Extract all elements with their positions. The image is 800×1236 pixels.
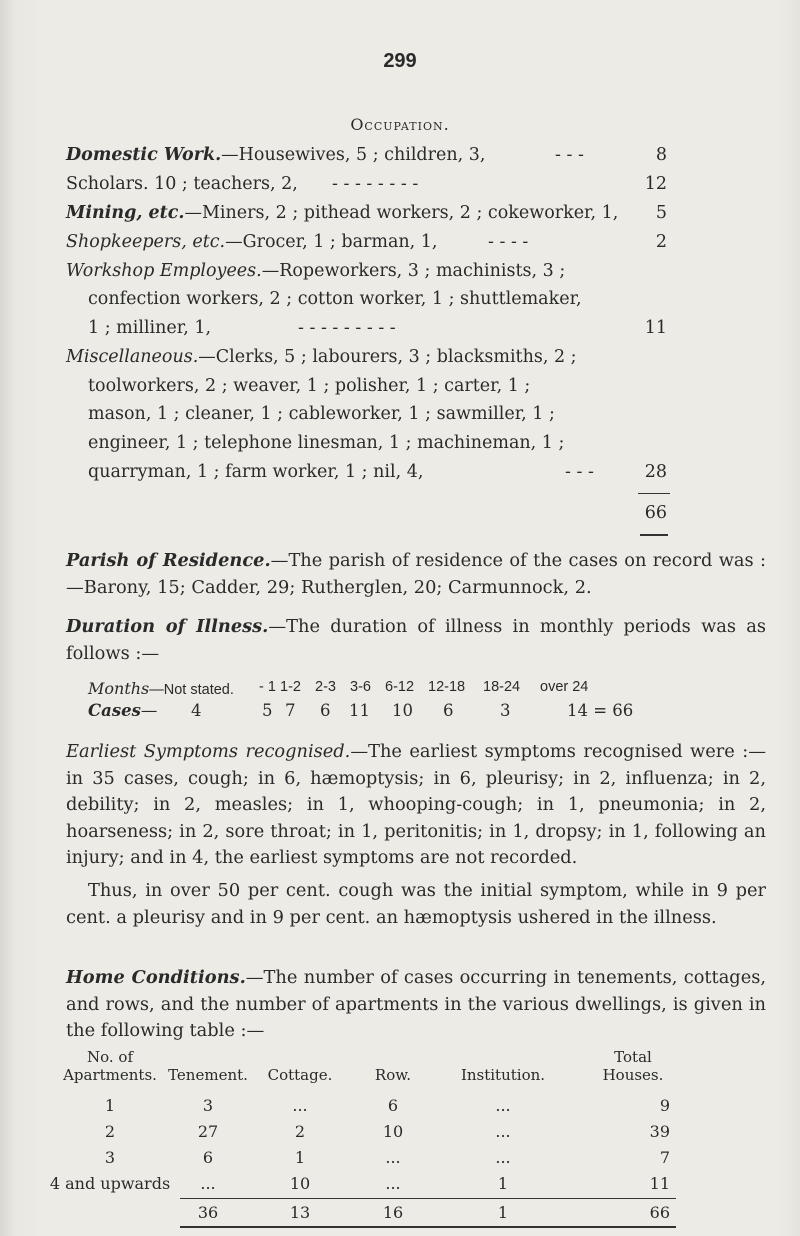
cases-dash: —: [140, 701, 158, 720]
row-0-tenement: 3: [202, 1096, 214, 1115]
mining-text: —Miners, 2 ; pithead workers, 2 ; cokeworker, 1,: [184, 203, 619, 223]
shopkeepers-text: —Grocer, 1 ; barman, 1,: [225, 232, 438, 252]
duration-label: Duration of Illness.: [66, 616, 269, 637]
month-0: —Not stated.: [149, 682, 234, 698]
domestic-dashes: - - -: [555, 145, 584, 165]
case-3: 6: [320, 701, 331, 720]
row-3-tenement: ...: [200, 1174, 216, 1193]
total-tenement: 36: [197, 1203, 219, 1222]
row-1-total: 39: [649, 1122, 670, 1141]
header-cottage: Cottage.: [267, 1066, 333, 1084]
month-6: 12-18: [428, 679, 466, 695]
home-paragraph: [66, 965, 766, 1045]
row-1-tenement: 27: [197, 1122, 219, 1141]
row-3-apartments: 4 and upwards: [49, 1174, 171, 1193]
month-8: over 24: [540, 679, 589, 695]
occupation-grand-total: 66: [644, 503, 667, 523]
domestic-text: —Housewives, 5 ; children, 3,: [221, 145, 486, 165]
header-tenement: Tenement.: [168, 1066, 248, 1084]
workshop-line1: —Ropeworkers, 3 ; machinists, 3 ;: [261, 261, 566, 281]
parish-label: Parish of Residence.: [66, 550, 271, 571]
row-2-tenement: 6: [202, 1148, 214, 1167]
sum-rule: [638, 493, 670, 494]
row-2-row: ...: [385, 1148, 401, 1167]
workshop-line3: 1 ; milliner, 1,: [88, 318, 212, 338]
case-4: 11: [349, 701, 370, 720]
misc-line1: —Clerks, 5 ; labourers, 3 ; blacksmiths, 2 ;: [198, 347, 577, 367]
month-3: 2-3: [315, 679, 336, 695]
header-row: Row.: [374, 1066, 412, 1084]
misc-line3: mason, 1 ; cleaner, 1 ; cableworker, 1 ; sawmiller, 1 ;: [88, 404, 555, 424]
misc-label: Miscellaneous.: [66, 347, 199, 367]
parish-paragraph: [66, 548, 766, 601]
total-institution: 1: [497, 1203, 509, 1222]
row-0-cottage: ...: [292, 1096, 308, 1115]
home-text: —The number of cases occurring in tenements, cottages, and rows, and the number of apartments in the various dwellings, is given in the following table :—: [66, 967, 766, 1042]
workshop-total: 11: [644, 318, 667, 338]
case-5: 10: [392, 701, 413, 720]
case-7: 3: [500, 701, 511, 720]
row-1-row: 10: [382, 1122, 404, 1141]
row-1-institution: ...: [495, 1122, 511, 1141]
misc-dashes: - - -: [565, 462, 594, 482]
occupation-domestic: [66, 145, 485, 165]
months-row: [88, 679, 234, 698]
header-total-2: Houses.: [602, 1066, 664, 1084]
row-0-apartments: 1: [104, 1096, 116, 1115]
symptoms-paragraph: [66, 739, 766, 872]
page-number: 299: [383, 50, 417, 72]
mining-label: Mining, etc.: [66, 203, 185, 223]
case-8: 14 = 66: [567, 701, 634, 720]
months-label: Months: [88, 679, 150, 698]
shopkeepers-total: 2: [655, 232, 667, 252]
row-3-institution: 1: [497, 1174, 509, 1193]
mining-total: 5: [655, 203, 667, 223]
header-total-1: Total: [614, 1048, 652, 1066]
occupation-scholars: Scholars. 10 ; teachers, 2,: [66, 174, 298, 194]
row-0-institution: ...: [495, 1096, 511, 1115]
month-1: - 1: [259, 679, 276, 695]
misc-line5: quarryman, 1 ; farm worker, 1 ; nil, 4,: [88, 462, 424, 482]
month-7: 18-24: [483, 679, 521, 695]
symptoms-summary: Thus, in over 50 per cent. cough was the initial symptom, while in 9 per cent. a pleurisy and in 9 per cent. an hæmoptysis ushered in the illness.: [66, 880, 766, 928]
header-apartments-1: No. of: [86, 1048, 133, 1066]
case-6: 6: [443, 701, 454, 720]
duration-text: —The duration of illness in monthly periods was as follows :—: [66, 616, 766, 664]
row-2-apartments: 3: [104, 1148, 116, 1167]
row-2-institution: ...: [495, 1148, 511, 1167]
table-sum-rule: [180, 1198, 676, 1199]
misc-line2: toolworkers, 2 ; weaver, 1 ; polisher, 1 ; carter, 1 ;: [88, 376, 531, 396]
home-label: Home Conditions.: [66, 967, 246, 988]
month-2: 1-2: [280, 679, 301, 695]
table-bottom-rule: [180, 1226, 676, 1228]
occupation-workshop: [66, 261, 565, 281]
domestic-total: 8: [655, 145, 667, 165]
row-1-cottage: 2: [294, 1122, 306, 1141]
header-institution: Institution.: [460, 1066, 546, 1084]
workshop-dashes: - - - - - - - - -: [298, 318, 396, 338]
row-2-cottage: 1: [294, 1148, 306, 1167]
row-3-total: 11: [649, 1174, 670, 1193]
case-0: 4: [191, 701, 202, 720]
case-1: 5: [262, 701, 273, 720]
parish-text: —The parish of residence of the cases on record was :—Barony, 15; Cadder, 29; Rutherglen, 20; Carmunnock, 2.: [66, 550, 766, 598]
occupation-shopkeepers: [66, 232, 438, 252]
case-2: 7: [285, 701, 296, 720]
header-apartments-2: Apartments.: [63, 1066, 157, 1084]
duration-paragraph: [66, 614, 766, 667]
row-3-cottage: 10: [289, 1174, 311, 1193]
workshop-line2: confection workers, 2 ; cotton worker, 1 ; shuttlemaker,: [88, 289, 582, 309]
workshop-label: Workshop Employees.: [66, 261, 262, 281]
occupation-mining: [66, 203, 618, 223]
occupation-misc: [66, 347, 577, 367]
row-1-apartments: 2: [104, 1122, 116, 1141]
misc-total: 28: [644, 462, 667, 482]
row-2-total: 7: [659, 1148, 670, 1167]
total-cottage: 13: [289, 1203, 311, 1222]
cases-label: Cases: [88, 701, 141, 720]
shopkeepers-label: Shopkeepers, etc.: [66, 232, 226, 252]
total-row: 16: [382, 1203, 404, 1222]
symptoms-label: Earliest Symptoms recognised.: [66, 741, 351, 762]
total-houses: 66: [649, 1203, 670, 1222]
row-0-row: 6: [387, 1096, 399, 1115]
double-rule: [640, 534, 668, 536]
month-5: 6-12: [385, 679, 415, 695]
misc-line4: engineer, 1 ; telephone linesman, 1 ; machineman, 1 ;: [88, 433, 565, 453]
row-0-total: 9: [659, 1096, 670, 1115]
domestic-label: Domestic Work.: [66, 145, 222, 165]
scholars-total: 12: [644, 174, 667, 194]
scholars-dashes: - - - - - - - -: [332, 174, 419, 194]
symptoms-text: —The earliest symptoms recognised were :—in 35 cases, cough; in 6, hæmoptysis; in 6, pleurisy; in 2, influenza; in 2, debility; in 2, measles; in 1, whooping-cough; in 1, pneumonia; in 2, hoarseness; in 2, sore throat; in 1, peritonitis; in 1, dropsy; in 1, following an injury; and in 4, the earliest symptoms are not recorded.: [66, 741, 766, 869]
month-4: 3-6: [350, 679, 371, 695]
row-3-row: ...: [385, 1174, 401, 1193]
cases-row-label: [88, 701, 157, 720]
shopkeepers-dashes: - - - -: [488, 232, 529, 252]
section-heading: Occupation.: [350, 115, 450, 134]
